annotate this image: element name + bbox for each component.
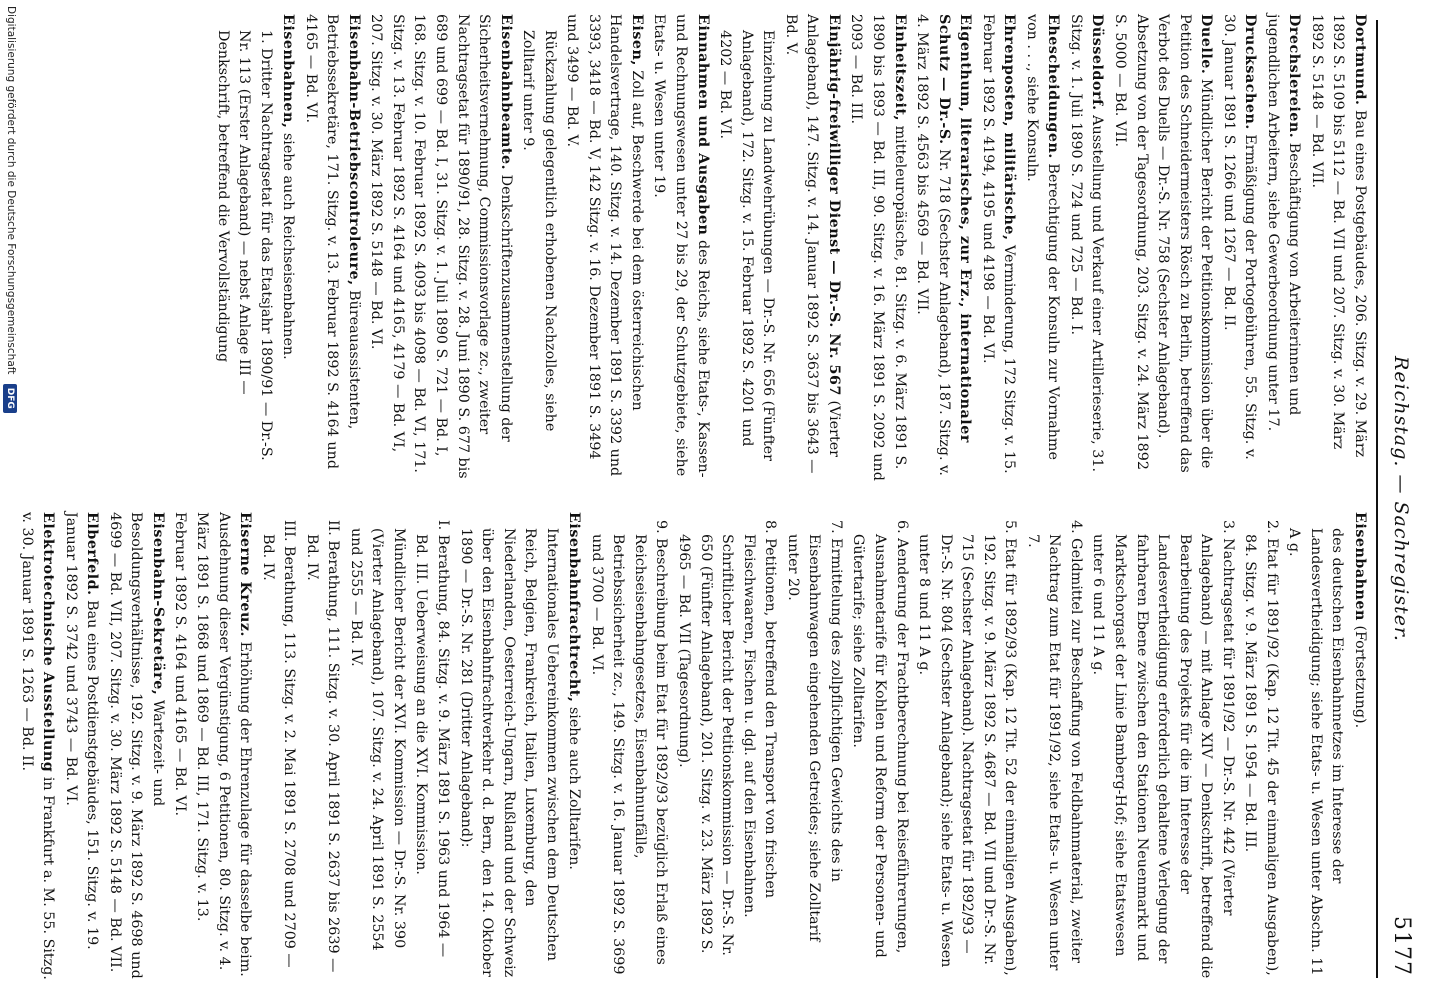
entry-keyword: Eigenthum, literarisches, zur Erz., internationaler Schutz — Dr.-S. [935, 14, 974, 443]
entry-text: Mündlicher Bericht der Petitionskommission über die Petition des Schneidermeisters Rösch zu Berlin, betreffend das Verbot des Duells — Dr.-S. Nr. 758 (Sechster Anlageband). Absetzung von der Tagesordnung, 203. Sitzg. v. 24. März 1892 S. 5000 — Bd. VII. [1111, 14, 1215, 473]
entry-text: 8. Petitionen, betreffend den Transport von frischen Fleischwaaren, Fischen u. dgl. auf den Eisenbahnen. Schriftlicher Bericht der Petitionskommission — Dr.-S. Nr. 650 (Fünfter Anlageband), 201. Sitzg. v. 23. März 1892 S. 4965 — Bd. VII (Tagesordnung). [676, 520, 779, 956]
entry-text: des Reichs, siehe Etats-, Kassen- und Rechnungswesen unter 27 bis 29, der Schutzgebiete, siehe Etats- u. Wesen unter 19. [651, 14, 711, 478]
entry-keyword: Einheitszeit, [891, 14, 908, 122]
entry-text: (Vierter Anlageband), 147. Sitzg. v. 14. Januar 1892 S. 3637 bis 3643 — Bd. V. [782, 14, 842, 474]
entry-keyword: Eisenbahnen, [280, 14, 297, 129]
entry-keyword: Eisenbahn-Sekretäre, [149, 512, 166, 696]
entry-text: Erhöhung der Ehrenzulage für dasselbe beim. Ausdehnung dieser Vergünstigung, 6 Petitionen, 80. Sitzg. v. 4. März 1891 S. 1868 und 1869 — Bd. III, 171. Sitzg. v. 13. Februar 1892 S. 4164 und 4165 — Bd. VI. [172, 512, 254, 977]
index-entry [1087, 512, 1238, 982]
index-entry [1261, 14, 1304, 484]
entry-text: Einziehung zu Landwehrübungen — Dr.-S. Nr. 656 (Fünfter Anlageband), 172. Sitzg. v. 15. Februar 1892 S. 4201 und 4202 — Bd. VI. [717, 30, 777, 461]
index-entry [1064, 14, 1107, 484]
entry-keyword: Eisenbahnfrachtrecht, [566, 512, 583, 703]
index-entry [779, 14, 844, 484]
entry-text: III. Berathung, 113. Sitzg. v. 2. Mai 1891 S. 2708 und 2709 — Bd. IV. [259, 520, 298, 968]
entry-text: Mündlicher Bericht der XVI. Kommission — Dr.-S. Nr. 390 (Vierter Anlageband), 107. Sitzg. v. 24. April 1891 S. 2554 und 2555 — Bd. IV. [347, 528, 407, 951]
entry-text: Ermäßigung der Portogebühren, 55. Sitzg. v. 30. Januar 1891 S. 1266 und 1267 — Bd. II. [1220, 14, 1259, 460]
entry-text: in Frankfurt a. M. 55. Sitzg. v. 30. Januar 1891 S. 1263 — Bd. II. [18, 512, 57, 980]
index-entry [781, 512, 846, 982]
index-entry [847, 512, 912, 982]
entry-text: 2. Etat für 1891/92 (Kap. 12 Tit. 45 der einmaligen Ausgaben), 84. Sitzg. v. 9. März 1891 S. 1954 — Bd. III. [1242, 520, 1280, 976]
footer-text: Digitalisierung gefördert durch die Deutsche Forschungsgemeinschaft [5, 6, 17, 375]
entry-keyword: Eisenbahn-Betriebscontroleure, [345, 14, 362, 286]
entry-text: mitteleuropäische, 81. Sitzg. v. 6. März 1891 S. 1890 bis 1893 — Bd. III, 90. Sitzg. v. 16. März 1891 S. 2092 und 2093 — Bd. III. [848, 14, 908, 481]
entry-text: Ausstellung und Verkauf einer Artillerieserie, 31. Sitzg. v. 1. Juli 1890 S. 724 und 725 — Bd. I. [1067, 14, 1106, 472]
entry-keyword: Düsseldorf. [1089, 14, 1106, 111]
index-entry [1239, 512, 1282, 982]
entry-keyword: Dortmund. [1352, 14, 1368, 106]
entry-text: Büreauassistenten, Betriebssekretäre, 171. Sitzg. v. 13. Februar 1892 S. 4164 und 4165 — Bd. VI. [302, 14, 362, 469]
entry-keyword: Einjährig-freiwilliger Dienst — Dr.-S. Nr. 567 [825, 14, 842, 396]
index-entry [845, 14, 910, 484]
index-entry [277, 14, 299, 484]
index-entry [1217, 14, 1260, 484]
entry-text: 5. Etat für 1892/93 (Kap. 12 Tit. 52 der einmaligen Ausgaben), 192. Sitzg. v. 9. März 1892 S. 4687 — Bd. VII und Dr.-S. Nr. 715 (Sechster Anlageband). Nachtragsetat für 1892/93 — Dr.-S. Nr. 804 (Sechster Anlageband); siehe Etats- u. Wesen unter 8 und 11 A g. [916, 520, 1019, 976]
entry-text: Wartezeit- und Besoldungsverhältnisse, 192. Sitzg. v. 9. März 1892 S. 4698 und 4699 — Bd. VII, 207. Sitzg. v. 30. März 1892 S. 5148 — Bd. VII. [106, 512, 166, 979]
index-entry [59, 512, 102, 982]
entry-text: I. Berathung, 84. Sitzg. v. 9. März 1891 S. 1963 und 1964 — Bd. III. Ueberweisung an die XVI. Kommission. [413, 520, 452, 958]
index-entry [648, 14, 713, 484]
index-entry [454, 512, 562, 982]
index-entry [561, 14, 647, 484]
entry-text: Bau eines Postdienstgebäudes, 151. Sitzg. v. 19. Januar 1892 S. 3742 und 3743 — Bd. VI. [62, 512, 101, 950]
index-entry [365, 14, 516, 484]
entry-keyword: Ehrenposten, militärische, [1001, 14, 1018, 241]
page-header [1376, 20, 1418, 978]
index-entry [673, 512, 781, 982]
entry-text: 6. Aenderung der Frachtberechnung bei Reiseführerungen, Ausnahmetarife für Kohlen und Reform der Personen- und Gütertarife; siehe Zolltarifen. [850, 520, 910, 958]
entry-text: Berechtigung der Konsuln zur Vornahme von . . ., siehe Konsuln. [1023, 14, 1062, 460]
entry-text: Verminderung, 172 Sitzg. v. 15. Februar 1892 S. 4194, 4195 und 4198 — Bd. VI. [979, 14, 1018, 474]
entry-text: Beschäftigung von Arbeiterinnen und jugendlichen Arbeitern, siehe Gewerbeordnung unter 17. [1264, 14, 1303, 432]
index-entry [103, 512, 168, 982]
index-entry [714, 14, 779, 484]
index-entry [344, 512, 409, 982]
entry-keyword: Eisen, [628, 14, 645, 66]
entry-keyword: Eiserne Kreuz. [237, 512, 254, 638]
entry-text: 1. Dritter Nachtragsetat für das Etatsjahr 1890/91 — Dr.-S. Nr. 113 (Erster Anlageband) — nebst Anlage III — Denkschrift, betreffend die Vervollständigung [214, 30, 274, 461]
entry-keyword: Ehescheidungen. [1045, 14, 1062, 159]
entry-text: Denkschriftenzusammenstellung der Sicherheitsvernehmung, Commissionsvorlage zc., zweiter Nachtragsetat für 1890/91, 28. Sitzg. v. 28. Juni 1890 S. 677 bis 689 und 699 — Bd. I, 31. Sitzg. v. 1. Juli 1890 S. 721 — Bd. I, 168. Sitzg. v. 10. Februar 1892 S. 4093 bis 4098 — Bd. VI, 171. Sitzg. v. 13. Februar 1892 S. 4164 und 4165, 4179 — Bd. VI, 207. Sitzg. v. 30. März 1892 S. 5148 — Bd. VI. [368, 14, 514, 479]
entry-text: Internationales Uebereinkommen zwischen dem Deutschen Reich, Belgien, Frankreich, Italien, Luxemburg, den Niederlanden, Oesterreich-Ungarn, Rußland und der Schweiz über den Eisenbahnfrachtverkehr d. d. Bern, den 14. Oktober 1890 — Dr.-S. Nr. 281 (Dritter Anlageband): [457, 528, 560, 978]
index-entry [169, 512, 255, 982]
entry-text: 4. Geldmittel zur Beschaffung von Feldbahnmaterial, zweiter Nachtrag zum Etat für 1891/92, siehe Etats- u. Wesen unter 7. [1024, 520, 1084, 971]
index-entry [976, 14, 1019, 484]
entry-text: Zoll auf, Beschwerde bei dem österreichischen Handelsvertrage, 140. Sitzg. v. 14. Dezember 1891 S. 3392 und 3393, 3418 — Bd. V, 142 Sitzg. v. 16. Dezember 1891 S. 3494 und 3499 — Bd. V. [564, 14, 645, 477]
index-entry [211, 14, 276, 484]
digitization-footer [0, 0, 22, 1000]
left-column [40, 14, 1370, 484]
index-entry [299, 14, 364, 484]
entry-text: 9. Beschreibung beim Etat für 1892/93 bezüglich Erlaß eines Reichseisenbahngesetzes, Eisenbahnunfälle, Betriebssicherheit zc., 149. Sitzg. v. 16. Januar 1892 S. 3699 und 3700 — Bd. VI. [588, 520, 670, 975]
index-entry [563, 512, 585, 982]
entry-keyword: Einnahmen und Ausgaben [694, 14, 711, 236]
dfg-logo: DFG [3, 384, 17, 413]
index-entry [911, 14, 976, 484]
entry-text: (Fortsetzung). [1352, 625, 1368, 729]
index-entry [300, 512, 343, 982]
index-entry [1021, 512, 1086, 982]
right-column [18, 512, 1370, 982]
index-entry [1283, 512, 1348, 982]
entry-keyword: Elektrotechnische Ausstellung [40, 512, 57, 773]
running-title: Reichstag. — Sachregister. [1390, 356, 1412, 642]
entry-text: Rückzahlung gelegentlich erhobenen Nachzolles, siehe Zolltarif unter 9. [520, 30, 558, 432]
entry-keyword: Eisenbahnen [1352, 512, 1368, 621]
entry-text: Nr. 718 (Sechster Anlageband), 187. Sitzg. v. 4. März 1892 S. 4563 bis 4569 — Bd. VII. [914, 14, 952, 476]
page-number: 5177 [1389, 916, 1414, 976]
index-entry [913, 512, 1021, 982]
entry-text: II. Berathung, 111. Sitzg. v. 30. April 1891 S. 2637 bis 2639 — Bd. IV. [303, 520, 342, 973]
index-entry [1108, 14, 1216, 484]
entry-text: 3. Nachtragsetat für 1891/92 — Dr.-S. Nr. 442 (Vierter Anlageband) — mit Anlage XIV — Denkschrift, betreffend die Bearbeitung des Projekts für die im Interesse der Landesvertheidigung erforderlich gehaltene Verlegung der fahrbaren Ebene zwischen den Stationen Neuenmarkt und Marktschorgast der Linie Bamberg-Hof; siehe Etatswesen unter 6 und 11 A g. [1090, 520, 1236, 979]
entry-text: Bau eines Postgebäudes, 206. Sitzg. v. 29. März 1892 S. 5109 bis 5112 — Bd. VII und 207. Sitzg. v. 30. März 1892 S. 5148 — Bd. VII. [1308, 14, 1368, 458]
index-entry [1348, 512, 1370, 982]
index-entry [517, 14, 560, 484]
index-entry [256, 512, 299, 982]
entry-text: 7. Ermittelung des zollpflichtigen Gewichts des in Eisenbahnwagen eingehenden Getreides; siehe Zolltarif unter 20. [784, 520, 844, 942]
entry-text: siehe auch Reichseisenbahnen. [280, 132, 297, 360]
entry-text: siehe auch Zolltarifen. [566, 706, 583, 870]
index-entry [1305, 14, 1370, 484]
entry-keyword: Drechslereien. [1286, 14, 1303, 139]
entry-keyword: Eisenbahnbeamte. [497, 14, 514, 171]
entry-keyword: Drucksachen. [1242, 14, 1259, 130]
index-entry [585, 512, 671, 982]
entry-keyword: Elberfeld. [84, 512, 101, 596]
entry-keyword: Duelle. [1198, 14, 1215, 75]
index-entry [410, 512, 453, 982]
index-entry [1020, 14, 1063, 484]
entry-text: des deutschen Eisenbahnnetzes im Interesse der Landesvertheidigung; siehe Etats- u. Wesen unter Abschn. 11 A g. [1286, 528, 1346, 976]
